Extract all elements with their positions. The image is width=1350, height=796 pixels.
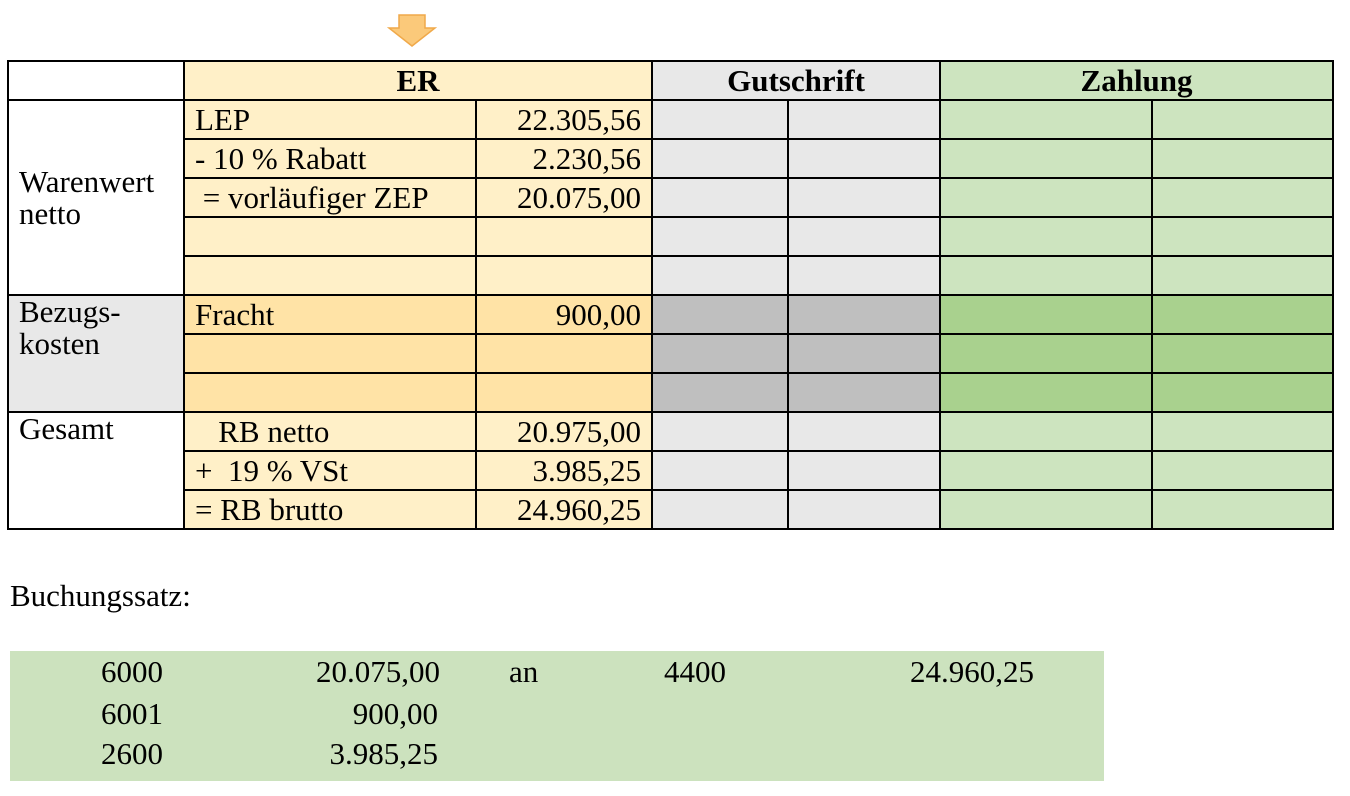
- er-label: = RB brutto: [184, 490, 476, 529]
- header-zahlung: Zahlung: [940, 61, 1333, 100]
- table-row: [8, 139, 1333, 178]
- zahlung-cell: [1152, 256, 1333, 295]
- er-label: + 19 % VSt: [184, 451, 476, 490]
- table-row: [8, 490, 1333, 529]
- er-label: Fracht: [184, 295, 476, 334]
- gutschrift-cell: [652, 100, 788, 139]
- gutschrift-cell: [788, 217, 940, 256]
- er-label: [184, 217, 476, 256]
- credit-account: 4400: [664, 654, 726, 689]
- zahlung-cell: [1152, 100, 1333, 139]
- zahlung-cell: [1152, 451, 1333, 490]
- table-row: [8, 412, 1333, 451]
- table-row: [8, 217, 1333, 256]
- gutschrift-cell: [652, 139, 788, 178]
- er-value: 2.230,56: [476, 139, 652, 178]
- er-value: 24.960,25: [476, 490, 652, 529]
- gutschrift-cell: [788, 451, 940, 490]
- gutschrift-cell: [788, 178, 940, 217]
- zahlung-cell: [1152, 373, 1333, 412]
- gutschrift-cell: [652, 178, 788, 217]
- zahlung-cell: [940, 451, 1152, 490]
- er-label: - 10 % Rabatt: [184, 139, 476, 178]
- er-label: [184, 334, 476, 373]
- gutschrift-cell: [652, 490, 788, 529]
- table-row: [8, 178, 1333, 217]
- zahlung-cell: [940, 100, 1152, 139]
- zahlung-cell: [940, 217, 1152, 256]
- gutschrift-cell: [652, 256, 788, 295]
- gutschrift-cell: [652, 295, 788, 334]
- zahlung-cell: [1152, 295, 1333, 334]
- booking-entry: [10, 651, 1104, 781]
- calculation-table: [7, 60, 1334, 530]
- zahlung-cell: [1152, 139, 1333, 178]
- gutschrift-cell: [788, 100, 940, 139]
- header-gutschrift: Gutschrift: [652, 61, 940, 100]
- er-label: LEP: [184, 100, 476, 139]
- gutschrift-cell: [652, 217, 788, 256]
- zahlung-cell: [1152, 334, 1333, 373]
- gutschrift-cell: [652, 373, 788, 412]
- er-value: 900,00: [476, 295, 652, 334]
- zahlung-cell: [940, 139, 1152, 178]
- gutschrift-cell: [788, 490, 940, 529]
- er-value: 20.975,00: [476, 412, 652, 451]
- booking-caption: Buchungssatz:: [10, 578, 191, 613]
- credit-amount: 24.960,25: [910, 654, 1034, 689]
- zahlung-cell: [1152, 178, 1333, 217]
- header-er: ER: [184, 61, 652, 100]
- zahlung-cell: [1152, 412, 1333, 451]
- er-label: [184, 373, 476, 412]
- debit-amount: 20.075,00: [316, 654, 440, 689]
- er-label: [184, 256, 476, 295]
- er-value: 20.075,00: [476, 178, 652, 217]
- down-arrow-icon: [387, 14, 437, 48]
- zahlung-cell: [940, 373, 1152, 412]
- table-row: [8, 334, 1333, 373]
- debit-account: 6000: [101, 654, 163, 689]
- gutschrift-cell: [788, 295, 940, 334]
- table-row: [8, 100, 1333, 139]
- debit-amount: 900,00: [352, 696, 438, 731]
- table-row: [8, 295, 1333, 334]
- group-label-warenwert: Warenwert netto: [8, 100, 184, 295]
- zahlung-cell: [940, 256, 1152, 295]
- gutschrift-cell: [788, 334, 940, 373]
- table-row: [8, 451, 1333, 490]
- gutschrift-cell: [788, 256, 940, 295]
- er-value: 22.305,56: [476, 100, 652, 139]
- er-value: [476, 373, 652, 412]
- gutschrift-cell: [652, 334, 788, 373]
- gutschrift-cell: [788, 139, 940, 178]
- gutschrift-cell: [652, 412, 788, 451]
- an-keyword: an: [509, 654, 539, 689]
- er-value: [476, 256, 652, 295]
- debit-amount: 3.985,25: [329, 736, 438, 771]
- er-value: 3.985,25: [476, 451, 652, 490]
- header-empty-cell: [8, 61, 184, 100]
- zahlung-cell: [940, 295, 1152, 334]
- er-label: = vorläufiger ZEP: [184, 178, 476, 217]
- zahlung-cell: [1152, 217, 1333, 256]
- er-label: RB netto: [184, 412, 476, 451]
- table-row: [8, 373, 1333, 412]
- gutschrift-cell: [788, 373, 940, 412]
- zahlung-cell: [940, 490, 1152, 529]
- gutschrift-cell: [652, 451, 788, 490]
- er-value: [476, 217, 652, 256]
- table-row: [8, 256, 1333, 295]
- debit-account: 6001: [101, 696, 163, 731]
- group-label-gesamt: Gesamt: [8, 412, 184, 529]
- zahlung-cell: [940, 334, 1152, 373]
- gutschrift-cell: [788, 412, 940, 451]
- er-value: [476, 334, 652, 373]
- group-label-bezugskosten: Bezugs- kosten: [8, 295, 184, 412]
- table-header-row: [8, 61, 1333, 100]
- zahlung-cell: [940, 178, 1152, 217]
- zahlung-cell: [940, 412, 1152, 451]
- debit-account: 2600: [101, 736, 163, 771]
- zahlung-cell: [1152, 490, 1333, 529]
